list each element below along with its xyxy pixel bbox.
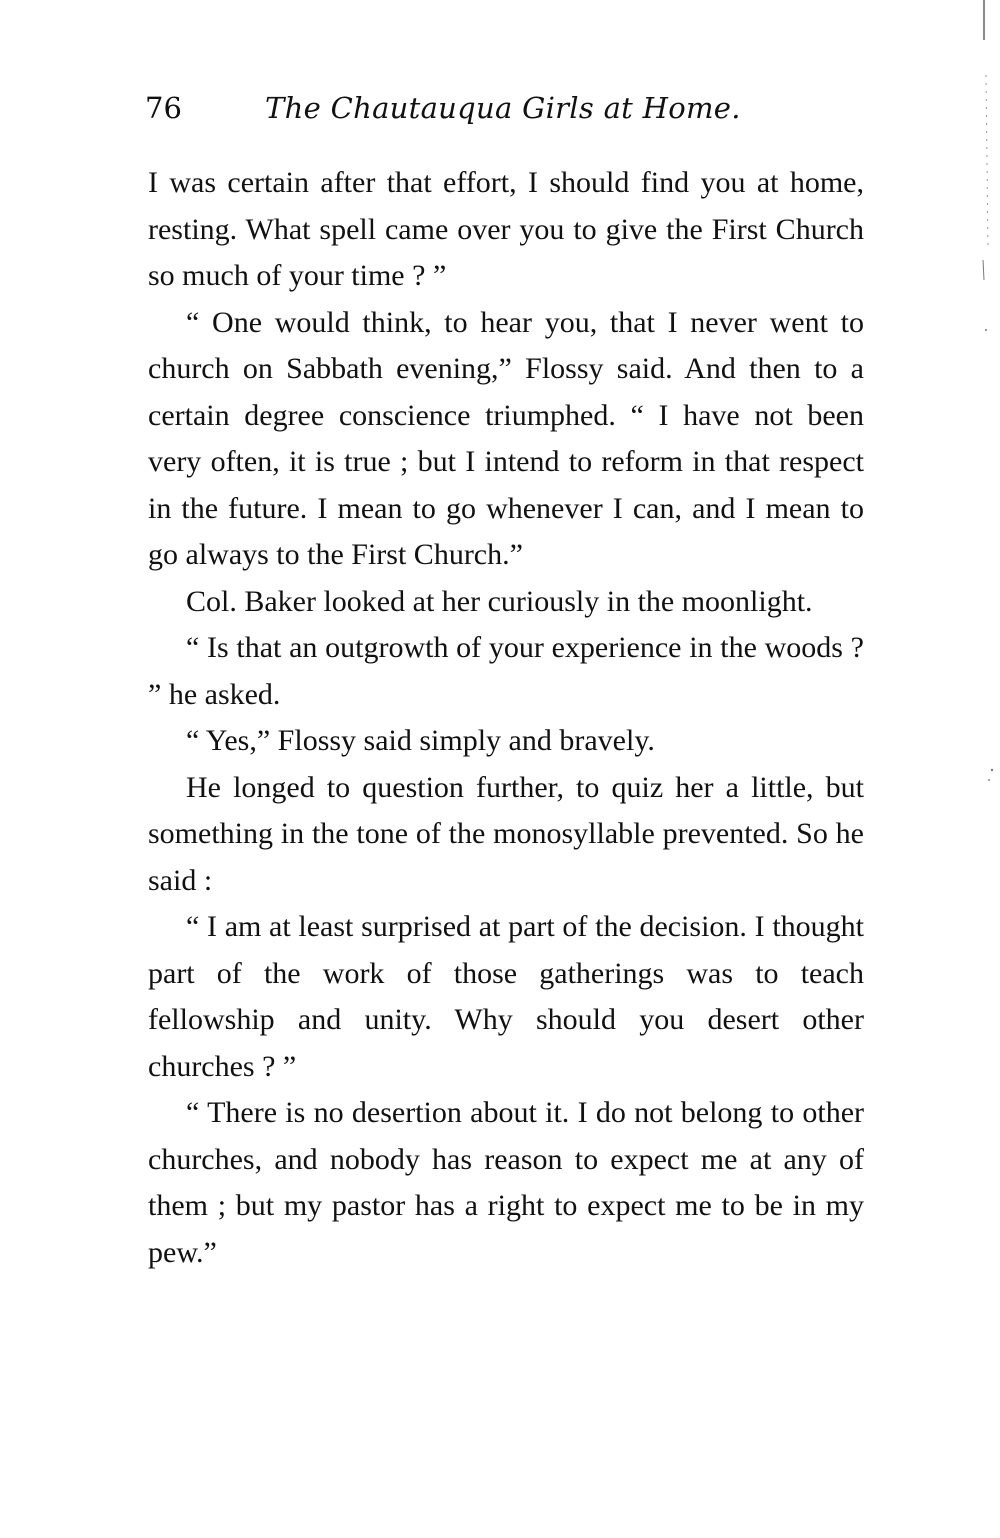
paragraph-outgrowth-question: “ Is that an outgrowth of your experience in the woods ? ” he asked.	[148, 631, 864, 711]
paragraph-surprised-question: “ I am at least surprised at part of the decision. I thought part of the work of those gatherings was to teach fellowship and unity. Why should you desert other churches ? ”	[148, 910, 864, 1083]
paragraph-flossy-reply: “ One would think, to hear you, that I never went to church on Sabbath evening,” Flossy said. And then to a certain degree conscience triumphed. “ I have not been very often, it is true ; but I intend to reform in that respect in the future. I mean to go whenever I can, and I mean to go always to the First Church.”	[148, 305, 864, 571]
paragraph-col-baker-looked: Col. Baker looked at her curiously in the moonlight.	[186, 584, 813, 618]
running-title: The Chautauqua Girls at Home.	[265, 91, 741, 125]
body-text	[148, 160, 864, 1276]
paragraph-he-longed: He longed to question further, to quiz her a little, but something in the tone of the monosyllable prevented. So he said :	[148, 770, 864, 897]
scan-edge-marks	[980, 0, 1000, 1538]
paragraph-yes-reply: “ Yes,” Flossy said simply and bravely.	[186, 724, 655, 757]
running-head	[145, 86, 765, 130]
page-number: 76	[145, 91, 182, 125]
paragraph-continuation: I was certain after that effort, I should find you at home, resting. What spell came over you to give the First Church so much of your time ? ”	[148, 166, 864, 292]
paragraph-no-desertion: “ There is no desertion about it. I do not belong to other churches, and nobody has reason to expect me at any of them ; but my pastor has a right to expect me to be in my pew.”	[148, 1096, 864, 1269]
